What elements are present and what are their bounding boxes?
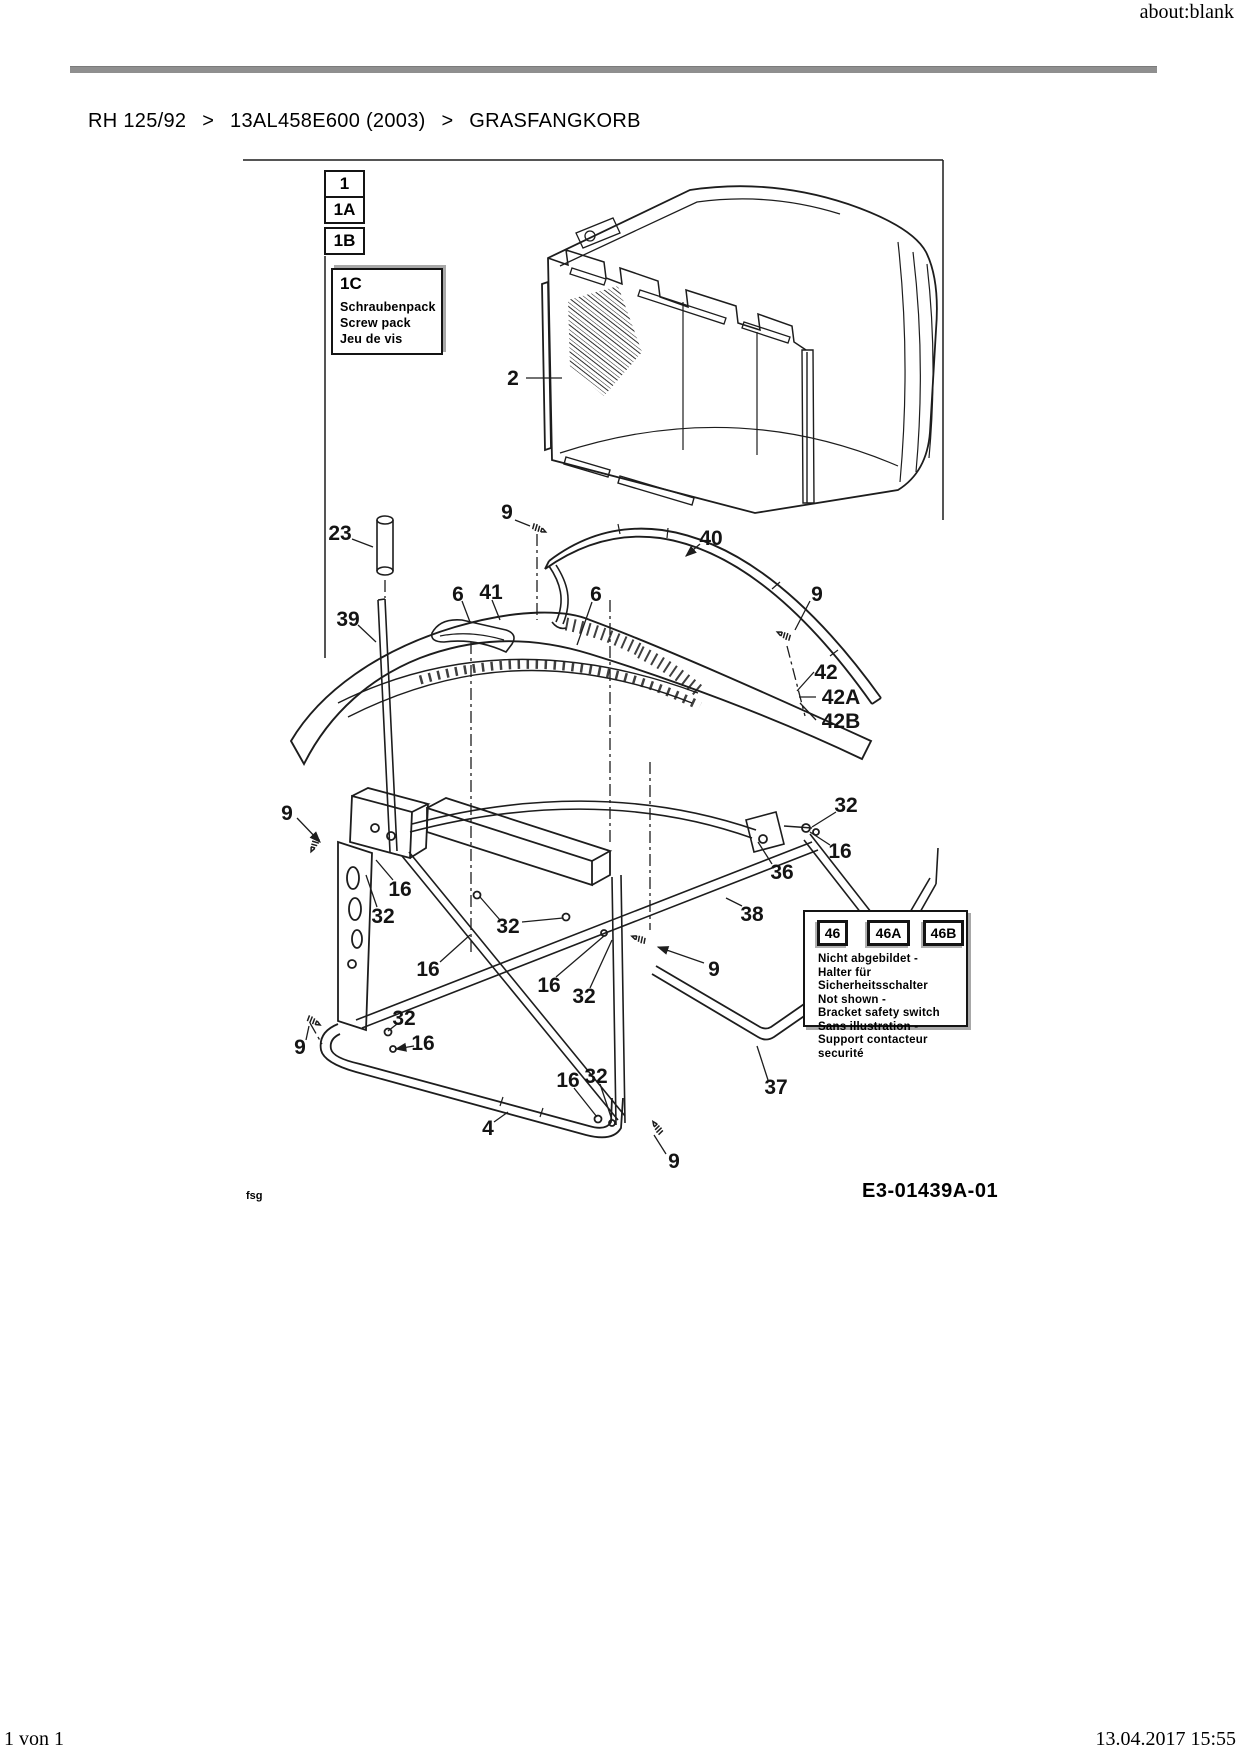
part-label: 6	[590, 583, 602, 606]
breadcrumb-item-model[interactable]: RH 125/92	[88, 110, 187, 132]
part-label: 42B	[821, 710, 861, 733]
part-label: 9	[708, 958, 720, 981]
legend-box-1a: 1A	[324, 196, 365, 224]
artist-mark: fsg	[246, 1190, 263, 1202]
part-label: 6	[452, 583, 464, 606]
part-label: 42	[814, 661, 838, 684]
part-label: 4	[482, 1117, 494, 1140]
not-shown-line: Halter für Sicherheitsschalter	[818, 966, 928, 992]
part-label: 16	[411, 1032, 435, 1055]
centerlines	[310, 534, 805, 1044]
basket-drawing	[526, 186, 937, 513]
part-label: 41	[479, 581, 503, 604]
footer-print-timestamp: 13.04.2017 15:55	[1095, 1728, 1236, 1750]
part-label: 2	[507, 367, 519, 390]
part-label: 38	[740, 903, 764, 926]
legend-box-1b: 1B	[324, 227, 365, 255]
screw-pack-line-de: Schraubenpack	[340, 300, 436, 314]
part-label: 16	[388, 878, 412, 901]
part-label: 42A	[821, 686, 861, 709]
part-label: 9	[501, 501, 513, 524]
part-label: 16	[828, 840, 852, 863]
not-shown-line: Not shown -	[818, 993, 886, 1006]
screw-pack-line-en: Screw pack	[340, 316, 411, 330]
screw-pack-box	[331, 268, 443, 355]
part-label: 23	[328, 522, 352, 545]
screw-pack-id: 1C	[340, 274, 362, 293]
not-shown-box	[803, 910, 968, 1060]
footer-page-count: 1 von 1	[4, 1728, 64, 1750]
not-shown-ids	[817, 920, 966, 946]
part-label: 16	[416, 958, 440, 981]
not-shown-text	[818, 953, 966, 1061]
breadcrumb-item-article[interactable]: 13AL458E600 (2003)	[230, 110, 426, 132]
browser-page-title: about:blank	[1139, 1, 1234, 23]
part-label: 32	[496, 915, 520, 938]
not-shown-line: Nicht abgebildet -	[818, 953, 919, 965]
part-label: 32	[392, 1007, 416, 1030]
drawing-number: E3-01439A-01	[862, 1180, 999, 1202]
part-labels	[281, 367, 860, 1173]
not-shown-line: Support contacteur securité	[818, 1034, 928, 1060]
legend-box-1: 1	[324, 170, 365, 198]
legend-box-46b: 46B	[923, 920, 964, 946]
lid-drawing	[291, 565, 871, 764]
part-label: 16	[537, 974, 561, 997]
part-label: 9	[294, 1036, 306, 1059]
part-label: 39	[336, 608, 360, 631]
legend-box-46: 46	[817, 920, 848, 946]
not-shown-line: Sans illustration -	[818, 1020, 919, 1033]
breadcrumb-separator: >	[441, 110, 454, 132]
part-label: 32	[371, 905, 395, 928]
screw-pack-line-fr: Jeu de vis	[340, 332, 403, 346]
part-label: 32	[584, 1065, 608, 1088]
part-label: 32	[834, 794, 858, 817]
part-label: 9	[281, 802, 293, 825]
part-label: 40	[699, 527, 723, 550]
part-label: 32	[572, 985, 596, 1008]
part-label: 16	[556, 1069, 580, 1092]
not-shown-line: Bracket safety switch	[818, 1007, 940, 1019]
breadcrumb-item-assembly: GRASFANGKORB	[469, 110, 641, 132]
part-label: 9	[668, 1150, 680, 1173]
part-label: 36	[770, 861, 794, 884]
part-label: 37	[764, 1076, 788, 1099]
breadcrumb-separator: >	[202, 110, 215, 132]
legend-box-46a: 46A	[867, 920, 910, 946]
part-label: 9	[811, 583, 823, 606]
